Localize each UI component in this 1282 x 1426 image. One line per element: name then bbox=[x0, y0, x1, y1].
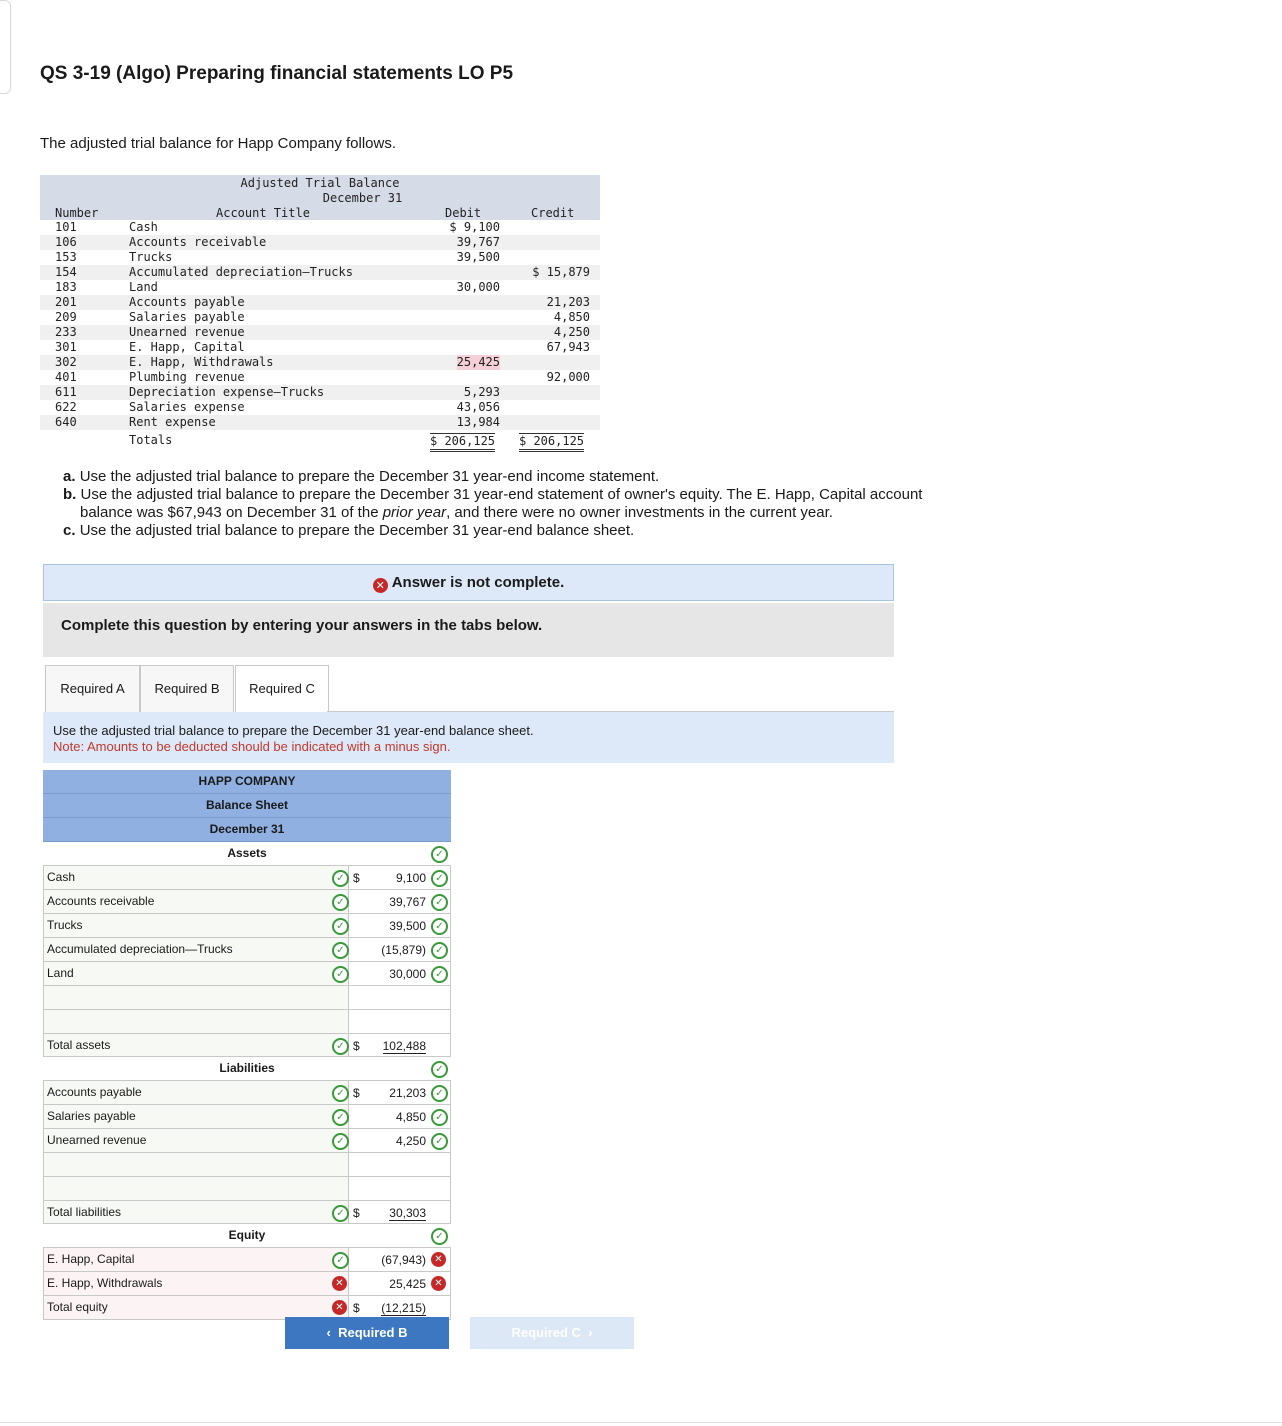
tb-number: 209 bbox=[55, 310, 77, 324]
tb-title: Accumulated depreciation—Trucks bbox=[129, 265, 353, 279]
tb-title: Cash bbox=[129, 220, 158, 234]
tb-col-title: Account Title bbox=[216, 206, 310, 220]
check-icon: ✓ bbox=[332, 1038, 349, 1055]
tb-number: 106 bbox=[55, 235, 77, 249]
tb-totals-row bbox=[40, 430, 600, 452]
tb-number: 640 bbox=[55, 415, 77, 429]
bs-total-assets-row: Total assets ✓ $ 102,488 bbox=[43, 1034, 451, 1057]
trial-balance bbox=[40, 175, 600, 452]
tb-debit: 39,500 bbox=[456, 250, 500, 264]
tb-row bbox=[40, 280, 600, 295]
tb-debit: 13,984 bbox=[456, 415, 500, 429]
bs-line-label[interactable]: Accounts payable bbox=[43, 1081, 349, 1104]
bs-line-row bbox=[43, 890, 451, 914]
bs-total-liabilities-label: Total liabilities bbox=[43, 1201, 349, 1223]
bs-row-withdrawals bbox=[43, 1272, 451, 1296]
check-icon: ✓ bbox=[431, 966, 448, 983]
tb-total-credit: $ 206,125 bbox=[519, 433, 584, 452]
tb-title: Plumbing revenue bbox=[129, 370, 245, 384]
tb-title: Accounts payable bbox=[129, 295, 245, 309]
tb-title: Depreciation expense—Trucks bbox=[129, 385, 325, 399]
tb-number: 401 bbox=[55, 370, 77, 384]
bs-line-row bbox=[43, 914, 451, 938]
tb-row bbox=[40, 265, 600, 280]
tb-totals-label: Totals bbox=[129, 433, 173, 447]
error-icon: ✕ bbox=[332, 1276, 347, 1291]
tb-title: Adjusted Trial Balance bbox=[240, 176, 400, 190]
check-icon: ✓ bbox=[431, 870, 448, 887]
tb-title: Accounts receivable bbox=[129, 235, 267, 249]
tb-number: 622 bbox=[55, 400, 77, 414]
bs-line-row bbox=[43, 938, 451, 962]
tb-number: 201 bbox=[55, 295, 77, 309]
bs-line-row bbox=[43, 962, 451, 986]
tb-title: E. Happ, Capital bbox=[129, 340, 245, 354]
check-icon: ✓ bbox=[431, 918, 448, 935]
tb-row bbox=[40, 415, 600, 430]
tb-col-credit: Credit bbox=[531, 206, 575, 220]
bs-line-row bbox=[43, 1105, 451, 1129]
bs-line-amount[interactable]: 4,850 bbox=[395, 1110, 426, 1124]
tb-row bbox=[40, 385, 600, 400]
bs-line-amount[interactable]: (15,879) bbox=[381, 943, 426, 957]
bs-line-label[interactable]: Accounts receivable bbox=[43, 890, 349, 913]
tab-required-c[interactable]: Required C bbox=[235, 665, 329, 713]
tab-required-a[interactable]: Required A bbox=[45, 665, 140, 713]
check-icon: ✓ bbox=[431, 1228, 448, 1245]
bs-total-liabilities-value[interactable]: 30,303 bbox=[389, 1206, 426, 1220]
tb-credit: 4,250 bbox=[553, 325, 590, 339]
bs-line-label[interactable]: Salaries payable bbox=[43, 1105, 349, 1128]
tb-debit: 39,767 bbox=[456, 235, 500, 249]
incomplete-banner: ✕ Answer is not complete. bbox=[43, 564, 894, 601]
bs-capital-value[interactable]: (67,943) bbox=[381, 1253, 426, 1267]
bs-date: December 31 bbox=[43, 818, 451, 842]
bs-line-amount[interactable]: 39,500 bbox=[389, 919, 426, 933]
tb-title: Salaries payable bbox=[129, 310, 245, 324]
tb-title: Trucks bbox=[129, 250, 173, 264]
bs-empty-row[interactable] bbox=[43, 1153, 451, 1177]
check-icon: ✓ bbox=[431, 1133, 448, 1150]
tb-credit: 67,943 bbox=[546, 340, 590, 354]
bs-line-amount[interactable]: 9,100 bbox=[395, 871, 426, 885]
bs-row-capital bbox=[43, 1248, 451, 1272]
tb-credit: 4,850 bbox=[553, 310, 590, 324]
tb-number: 233 bbox=[55, 325, 77, 339]
tb-number: 153 bbox=[55, 250, 77, 264]
part-b-cont: balance was $67,943 on December 31 of the prior year, and there were no owner investments in the current year. bbox=[80, 504, 833, 521]
bs-line-amount[interactable]: 30,000 bbox=[389, 967, 426, 981]
bs-line-label[interactable]: Cash bbox=[43, 866, 349, 889]
bs-line-row: Accounts payable ✓ $ 21,203 ✓ bbox=[43, 1081, 451, 1105]
tb-debit: 43,056 bbox=[456, 400, 500, 414]
side-tab bbox=[0, 0, 11, 94]
bs-liabilities-heading: Liabilities ✓ bbox=[43, 1057, 451, 1081]
tb-title: Salaries expense bbox=[129, 400, 245, 414]
bs-withdrawals-label[interactable]: E. Happ, Withdrawals bbox=[43, 1272, 349, 1295]
question-title: QS 3-19 (Algo) Preparing financial statements LO P5 bbox=[40, 63, 514, 84]
panel-line1: Use the adjusted trial balance to prepare the December 31 year-end balance sheet. bbox=[53, 723, 534, 738]
bs-withdrawals-value[interactable]: 25,425 bbox=[389, 1277, 426, 1291]
tb-title: Unearned revenue bbox=[129, 325, 245, 339]
check-icon: ✓ bbox=[332, 942, 349, 959]
balance-sheet bbox=[43, 770, 451, 1320]
bs-statement: Balance Sheet bbox=[43, 794, 451, 818]
tb-date: December 31 bbox=[322, 191, 403, 205]
part-b: b. Use the adjusted trial balance to prepare the December 31 year-end statement of owner's equity. The E. Happ, Capital account bbox=[63, 486, 923, 503]
instructions-box bbox=[43, 603, 894, 657]
tb-row bbox=[40, 310, 600, 325]
bs-line-amount[interactable]: 21,203 bbox=[389, 1086, 426, 1100]
bs-total-assets-value[interactable]: 102,488 bbox=[382, 1039, 426, 1053]
part-c: c. Use the adjusted trial balance to prepare the December 31 year-end balance sheet. bbox=[63, 522, 635, 539]
check-icon: ✓ bbox=[332, 1252, 349, 1269]
tb-number: 154 bbox=[55, 265, 77, 279]
tb-row bbox=[40, 400, 600, 415]
bs-line-label[interactable]: Accumulated depreciation—Trucks bbox=[43, 938, 349, 961]
check-icon: ✓ bbox=[332, 1085, 349, 1102]
next-button[interactable]: Required C › bbox=[470, 1317, 634, 1349]
check-icon: ✓ bbox=[431, 942, 448, 959]
bs-total-liabilities-row: Total liabilities ✓ $ 30,303 bbox=[43, 1201, 451, 1224]
check-icon: ✓ bbox=[332, 1205, 349, 1222]
check-icon: ✓ bbox=[431, 846, 448, 863]
bs-empty-row[interactable] bbox=[43, 986, 451, 1010]
check-icon: ✓ bbox=[431, 894, 448, 911]
bs-line-label[interactable]: Land bbox=[43, 962, 349, 985]
check-icon: ✓ bbox=[332, 870, 349, 887]
tb-col-number: Number bbox=[55, 206, 99, 220]
tb-number: 611 bbox=[55, 385, 77, 399]
tb-row bbox=[40, 370, 600, 385]
check-icon: ✓ bbox=[431, 1109, 448, 1126]
tb-row bbox=[40, 325, 600, 340]
instructions-text: Complete this question by entering your answers in the tabs below. bbox=[61, 617, 543, 634]
panel-note: Note: Amounts to be deducted should be indicated with a minus sign. bbox=[53, 739, 451, 754]
tb-credit: $ 15,879 bbox=[532, 265, 590, 279]
tb-row bbox=[40, 295, 600, 310]
prev-button[interactable]: ‹ Required B bbox=[285, 1317, 449, 1349]
tb-credit: 21,203 bbox=[546, 295, 590, 309]
tb-debit: 25,425 bbox=[456, 355, 500, 369]
intro-text: The adjusted trial balance for Happ Company follows. bbox=[40, 135, 397, 152]
tb-row bbox=[40, 250, 600, 265]
bs-total-assets-label: Total assets bbox=[43, 1034, 349, 1056]
bs-total-equity-row: Total equity ✕ $ (12,215) bbox=[43, 1296, 451, 1320]
tb-number: 183 bbox=[55, 280, 77, 294]
bs-line-amount[interactable]: 39,767 bbox=[389, 895, 426, 909]
tb-title: Land bbox=[129, 280, 158, 294]
trial-balance-header bbox=[40, 175, 600, 220]
tab-required-b[interactable]: Required B bbox=[140, 665, 234, 713]
error-icon: ✕ bbox=[431, 1252, 446, 1267]
check-icon: ✓ bbox=[431, 1085, 448, 1102]
check-icon: ✓ bbox=[332, 918, 349, 935]
error-icon: ✕ bbox=[373, 578, 388, 593]
tb-credit: 92,000 bbox=[546, 370, 590, 384]
tb-number: 101 bbox=[55, 220, 77, 234]
tb-row bbox=[40, 355, 600, 370]
tb-row bbox=[40, 340, 600, 355]
bs-line-amount[interactable]: 4,250 bbox=[395, 1134, 426, 1148]
tb-number: 302 bbox=[55, 355, 77, 369]
error-icon: ✕ bbox=[332, 1300, 347, 1315]
check-icon: ✓ bbox=[332, 894, 349, 911]
bs-assets-heading: Assets ✓ bbox=[43, 842, 451, 866]
check-icon: ✓ bbox=[332, 1133, 349, 1150]
requirements bbox=[63, 468, 983, 540]
panel-instructions bbox=[43, 712, 894, 763]
check-icon: ✓ bbox=[431, 1061, 448, 1078]
tb-debit: 5,293 bbox=[463, 385, 500, 399]
tb-total-debit: $ 206,125 bbox=[430, 433, 495, 452]
check-icon: ✓ bbox=[332, 966, 349, 983]
tb-col-debit: Debit bbox=[445, 206, 482, 220]
tb-debit: $ 9,100 bbox=[449, 220, 500, 234]
tb-debit: 30,000 bbox=[456, 280, 500, 294]
part-a: a. Use the adjusted trial balance to prepare the December 31 year-end income statement. bbox=[63, 468, 660, 485]
tb-title: Rent expense bbox=[129, 415, 216, 429]
tb-row bbox=[40, 235, 600, 250]
bs-line-label[interactable]: Unearned revenue bbox=[43, 1129, 349, 1152]
bs-empty-row[interactable] bbox=[43, 1010, 451, 1034]
bs-empty-row[interactable] bbox=[43, 1177, 451, 1201]
error-icon: ✕ bbox=[431, 1276, 446, 1291]
bs-capital-label[interactable]: E. Happ, Capital bbox=[43, 1248, 349, 1271]
tb-title: E. Happ, Withdrawals bbox=[129, 355, 274, 369]
bs-company: HAPP COMPANY bbox=[43, 770, 451, 794]
check-icon: ✓ bbox=[332, 1109, 349, 1126]
bs-line-row bbox=[43, 1129, 451, 1153]
bs-total-equity-value[interactable]: (12,215) bbox=[381, 1301, 426, 1315]
tb-row bbox=[40, 220, 600, 235]
bs-line-row: Cash ✓ $ 9,100 ✓ bbox=[43, 866, 451, 890]
bs-total-equity-label: Total equity bbox=[43, 1296, 349, 1319]
bs-line-label[interactable]: Trucks bbox=[43, 914, 349, 937]
tb-number: 301 bbox=[55, 340, 77, 354]
bs-equity-heading: Equity ✓ bbox=[43, 1224, 451, 1248]
